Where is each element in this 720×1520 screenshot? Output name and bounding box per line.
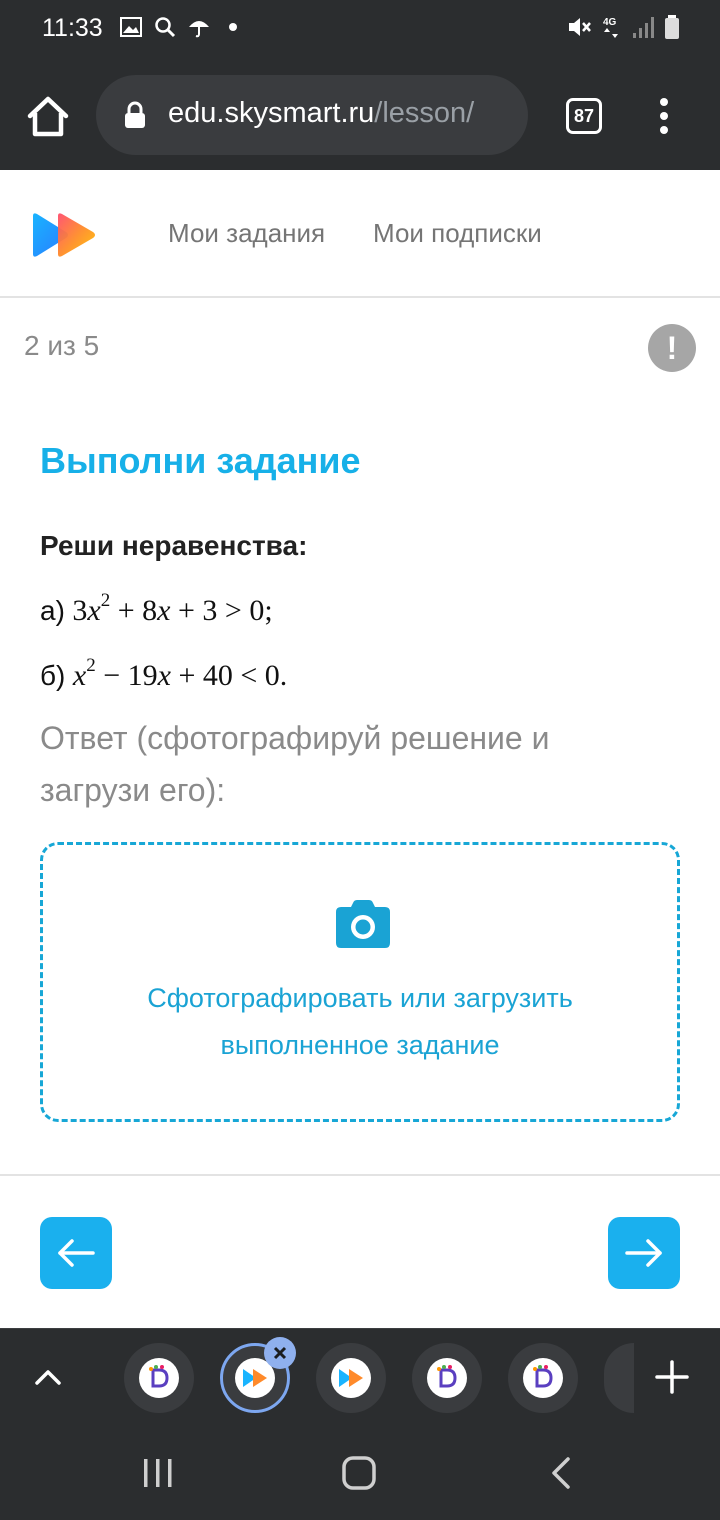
home-square-icon[interactable]: [340, 1454, 378, 1492]
dot-icon: [222, 16, 244, 38]
skysmart-logo[interactable]: [30, 212, 98, 258]
upload-instruction: [43, 975, 677, 1069]
uchi-favicon: [523, 1358, 563, 1398]
previous-task-button[interactable]: [40, 1217, 112, 1289]
inequality-a-var2: x: [157, 594, 171, 627]
inequality-a-rest1: + 8: [110, 594, 158, 627]
search-icon: [154, 16, 176, 38]
arrow-right-icon: [624, 1238, 664, 1268]
inequality-a-var: x: [87, 594, 101, 627]
image-icon: [120, 17, 142, 37]
menu-dot: [660, 98, 668, 106]
inequality-b-prefix: б): [40, 660, 66, 691]
uchi-favicon: [427, 1358, 467, 1398]
inequality-a-prefix: а): [40, 595, 65, 626]
close-tab-icon[interactable]: [264, 1337, 296, 1369]
inequality-b-exp: 2: [86, 655, 96, 676]
uchi-favicon: [139, 1358, 179, 1398]
tab-thumbnail[interactable]: [412, 1343, 482, 1413]
mute-icon: [566, 14, 592, 40]
inequality-b-rest1: − 19: [95, 659, 158, 692]
tab-thumbnail[interactable]: [316, 1343, 386, 1413]
menu-dot: [660, 126, 668, 134]
upload-line-2: выполненное задание: [220, 1030, 500, 1060]
android-navigation-bar: [0, 1424, 720, 1520]
plus-icon[interactable]: [652, 1357, 692, 1397]
task-progress: 2 из 5: [24, 330, 100, 361]
url-path: /lesson/: [374, 97, 475, 129]
url-host: edu.skysmart.ru: [168, 97, 375, 129]
camera-icon: [335, 899, 391, 949]
menu-dot: [660, 112, 668, 120]
task-title: Выполни задание: [40, 440, 361, 481]
footer-divider: [0, 1174, 720, 1176]
lock-icon: [124, 101, 146, 129]
browser-menu-button[interactable]: [650, 98, 678, 134]
inequality-a: [40, 590, 273, 628]
report-problem-button[interactable]: !: [648, 324, 696, 372]
photo-upload-area[interactable]: [40, 842, 680, 1122]
umbrella-icon: [188, 16, 210, 38]
inequality-a-rest2: + 3 > 0;: [170, 594, 273, 627]
nav-link-my-tasks[interactable]: Мои задания: [168, 218, 326, 248]
tab-strip: [0, 1328, 720, 1424]
task-label: Реши неравенства:: [40, 530, 308, 561]
signal-icon: [632, 15, 654, 39]
browser-toolbar: [0, 58, 720, 170]
next-task-button[interactable]: [608, 1217, 680, 1289]
back-icon[interactable]: [546, 1456, 576, 1490]
home-icon[interactable]: [24, 92, 72, 140]
status-time: 11:33: [42, 14, 103, 42]
tab-count-button[interactable]: 87: [566, 98, 602, 134]
nav-link-my-subscriptions[interactable]: Мои подписки: [373, 218, 542, 248]
address-bar[interactable]: [96, 75, 528, 155]
status-notification-icons: [120, 16, 244, 38]
recent-apps-icon[interactable]: [140, 1456, 176, 1490]
tab-thumbnail[interactable]: [508, 1343, 578, 1413]
tab-thumbnail[interactable]: [124, 1343, 194, 1413]
inequality-a-exp: 2: [100, 590, 111, 611]
url-text: [168, 97, 474, 130]
skysmart-favicon: [331, 1358, 371, 1398]
status-system-icons: [566, 14, 680, 40]
inequality-b-var2: x: [157, 659, 171, 692]
inequality-b-var: x: [72, 659, 87, 692]
battery-icon: [664, 14, 680, 40]
chevron-up-icon[interactable]: [30, 1359, 66, 1395]
tab-thumbnail-partial[interactable]: [604, 1343, 634, 1413]
site-header: [0, 170, 720, 298]
upload-line-1: Сфотографировать или загрузить: [147, 983, 573, 1013]
network-4g-icon: [602, 14, 622, 40]
inequality-b: [40, 655, 288, 693]
arrow-left-icon: [56, 1238, 96, 1268]
inequality-b-rest2: + 40 < 0.: [170, 659, 288, 692]
status-bar: [0, 0, 720, 58]
inequality-a-coef: 3: [72, 594, 88, 627]
svg-text:4G: 4G: [603, 17, 617, 28]
answer-hint: Ответ (сфотографируй решение и загрузи его):: [40, 720, 550, 808]
